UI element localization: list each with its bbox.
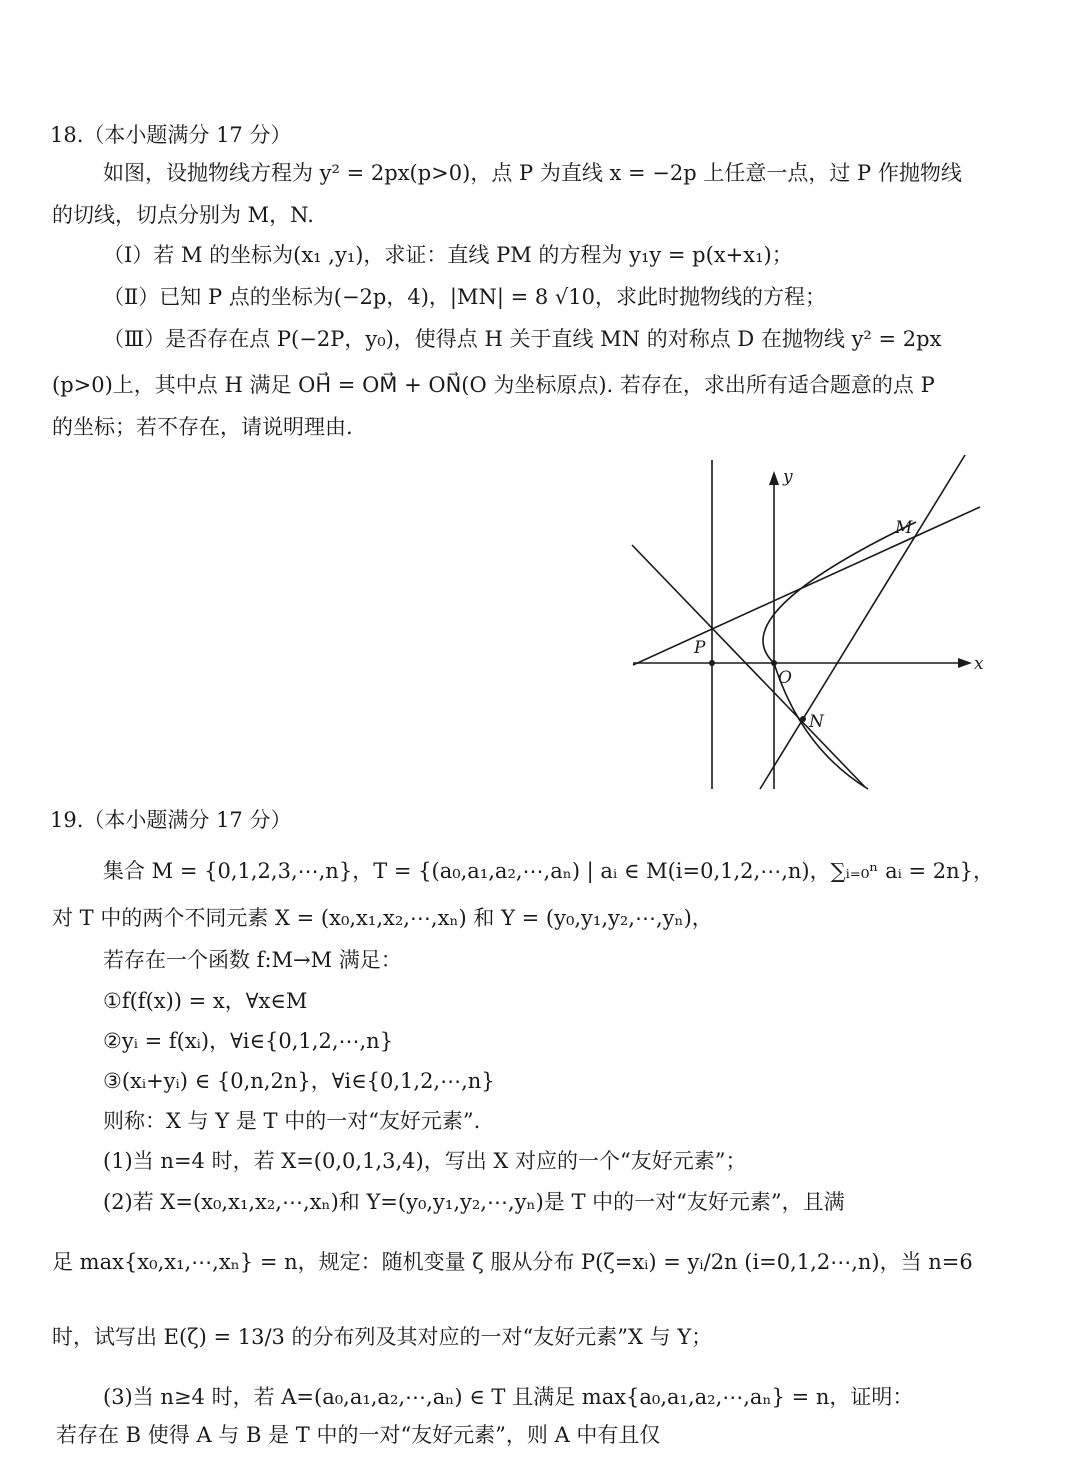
tangent-line-pn bbox=[632, 545, 865, 787]
q19-stem-line2: 对 T 中的两个不同元素 X = (x₀,x₁,x₂,⋯,xₙ) 和 Y = (y₀,y₁,y₂,⋯,yₙ)， bbox=[52, 906, 713, 930]
q18-header: 18.（本小题满分 17 分） bbox=[50, 123, 292, 147]
label-x: x bbox=[974, 654, 984, 674]
q19-part2-line3: 时，试写出 E(ζ) = 13/3 的分布列及其对应的一对“友好元素”X 与 Y； bbox=[52, 1325, 713, 1349]
q18-stem-line2: 的切线，切点分别为 M，N. bbox=[52, 203, 314, 227]
parabola-figure bbox=[630, 455, 990, 795]
label-y: y bbox=[783, 467, 793, 487]
label-m: M bbox=[895, 518, 913, 538]
label-o: O bbox=[778, 668, 792, 688]
q19-part2-line2: 足 max{x₀,x₁,⋯,xₙ} = n，规定：随机变量 ζ 服从分布 P(ζ=xᵢ) = yᵢ/2n (i=0,1,2⋯,n)，当 n=6 bbox=[52, 1250, 973, 1274]
q19-header: 19.（本小题满分 17 分） bbox=[50, 808, 292, 832]
q19-stem-line1: 集合 M = {0,1,2,3,⋯,n}，T = {(a₀,a₁,a₂,⋯,aₙ) | aᵢ ∈ M(i=0,1,2,⋯,n)，∑ᵢ₌₀ⁿ aᵢ = 2n}， bbox=[103, 859, 995, 883]
q19-part1: (1)当 n=4 时，若 X=(0,0,1,3,4)，写出 X 对应的一个“友好元素”； bbox=[103, 1149, 747, 1173]
parabola-diagram bbox=[630, 455, 990, 795]
q19-part2-line1: (2)若 X=(x₀,x₁,x₂,⋯,xₙ)和 Y=(y₀,y₁,y₂,⋯,yₙ)是 T 中的一对“友好元素”，且满 bbox=[103, 1190, 845, 1214]
q18-part2: （Ⅱ）已知 P 点的坐标为(−2p，4)，|MN| = 8 √10，求此时抛物线的方程； bbox=[103, 285, 827, 309]
q19-condition-2: ②yᵢ = f(xᵢ)，∀i∈{0,1,2,⋯,n} bbox=[103, 1029, 394, 1053]
x-axis-arrow bbox=[958, 658, 972, 668]
q18-part3-line2: (p>0)上，其中点 H 满足 OH⃗ = OM⃗ + ON⃗(O 为坐标原点). 若存在，求出所有适合题意的点 P bbox=[52, 373, 935, 397]
chord-mn bbox=[760, 455, 965, 789]
parabola-curve bbox=[763, 522, 916, 789]
q18-part3-line1: （Ⅲ）是否存在点 P(−2P，y₀)，使得点 H 关于直线 MN 的对称点 D 在抛物线 y² = 2px bbox=[103, 327, 942, 351]
q19-part3-line2: 若存在 B 使得 A 与 B 是 T 中的一对“友好元素”，则 A 中有且仅 bbox=[56, 1423, 661, 1447]
q18-part3-line3: 的坐标；若不存在，请说明理由. bbox=[52, 415, 353, 439]
point-n-dot bbox=[800, 716, 806, 722]
label-n: N bbox=[809, 712, 824, 732]
q19-stem-line3: 若存在一个函数 f:M→M 满足： bbox=[103, 948, 402, 972]
y-axis-arrow bbox=[769, 471, 779, 485]
q19-condition-3: ③(xᵢ+yᵢ) ∈ {0,n,2n}，∀i∈{0,1,2,⋯,n} bbox=[103, 1069, 495, 1093]
point-p-dot bbox=[709, 660, 715, 666]
tangent-line-pm bbox=[633, 507, 980, 665]
q19-definition: 则称：X 与 Y 是 T 中的一对“友好元素”. bbox=[103, 1109, 481, 1133]
q19-part3-line1: (3)当 n≥4 时，若 A=(a₀,a₁,a₂,⋯,aₙ) ∈ T 且满足 max{a₀,a₁,a₂,⋯,aₙ} = n，证明： bbox=[103, 1385, 914, 1409]
q18-stem-line1: 如图，设抛物线方程为 y² = 2px(p>0)，点 P 为直线 x = −2p 上任意一点，过 P 作抛物线 bbox=[103, 161, 962, 185]
q19-condition-1: ①f(f(x)) = x，∀x∈M bbox=[103, 989, 308, 1013]
point-o-dot bbox=[771, 660, 777, 666]
q18-part1: （Ⅰ）若 M 的坐标为(x₁ ,y₁)，求证：直线 PM 的方程为 y₁y = p(x+x₁)； bbox=[103, 243, 793, 267]
label-p: P bbox=[694, 638, 706, 658]
